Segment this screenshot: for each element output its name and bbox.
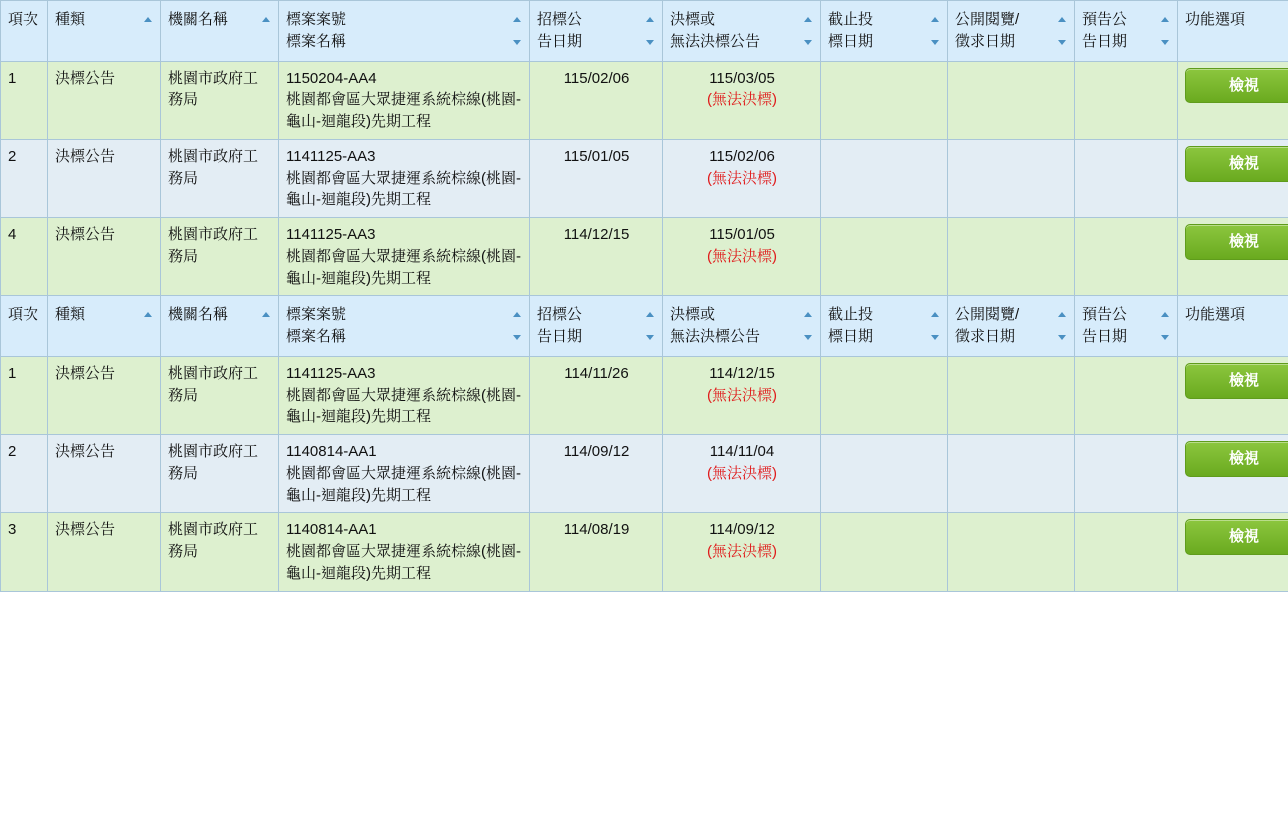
column-header-label: 無法決標公告	[670, 31, 814, 53]
column-header-award[interactable]	[663, 296, 821, 357]
cell-deadline	[821, 61, 948, 139]
award-date-value: 114/11/04	[709, 443, 775, 460]
cell-tender-date	[530, 435, 663, 513]
award-date-value: 114/12/15	[709, 364, 775, 382]
sort-down-icon[interactable]	[511, 331, 523, 343]
column-header-label: 標案案號	[286, 304, 523, 326]
case-name: 桃園都會區大眾捷運系統棕線(桃園-龜山-迴龍段)先期工程	[286, 386, 521, 426]
cell-case	[279, 435, 530, 513]
sort-up-icon[interactable]	[802, 14, 814, 26]
cell-case	[279, 513, 530, 591]
cell-public-review	[948, 61, 1075, 139]
sort-down-icon[interactable]	[929, 331, 941, 343]
column-header-case[interactable]	[279, 296, 530, 357]
tender-date-value: 115/02/06	[563, 69, 630, 87]
case-name: 桃園都會區大眾捷運系統棕線(桃園-龜山-迴龍段)先期工程	[286, 169, 521, 209]
tender-date-value: 114/08/19	[563, 521, 630, 539]
cell-public-review	[948, 513, 1075, 591]
sort-up-icon[interactable]	[644, 14, 656, 26]
column-header-label: 告日期	[537, 31, 656, 53]
cell-type: 決標公告	[48, 356, 161, 434]
case-name: 桃園都會區大眾捷運系統棕線(桃園-龜山-迴龍段)先期工程	[286, 543, 521, 582]
column-header-label: 無法決標公告	[670, 326, 814, 348]
cell-pre-announce	[1075, 139, 1178, 217]
case-number: 1141125-AA3	[286, 226, 376, 243]
case-number: 1140814-AA1	[286, 521, 377, 539]
case-name: 桃園都會區大眾捷運系統棕線(桃園-龜山-迴龍段)先期工程	[286, 91, 521, 130]
column-header-agency[interactable]	[161, 296, 279, 357]
cell-public-review	[948, 139, 1075, 217]
cell-agency: 桃園市政府工務局	[161, 61, 279, 139]
column-header-label: 機關名稱	[168, 9, 272, 31]
cell-type: 決標公告	[48, 435, 161, 513]
cell-award	[663, 139, 821, 217]
cell-deadline	[821, 356, 948, 434]
sort-down-icon[interactable]	[511, 36, 523, 48]
column-header-pre-announce[interactable]	[1075, 296, 1178, 357]
column-header-label: 決標或	[670, 9, 814, 31]
table-row	[1, 61, 1288, 139]
award-status-note: (無法決標)	[707, 386, 777, 404]
sort-up-icon[interactable]	[1056, 309, 1068, 321]
sort-up-icon[interactable]	[142, 14, 154, 26]
sort-down-icon[interactable]	[1056, 331, 1068, 343]
cell-function	[1178, 218, 1288, 296]
cell-tender-date	[530, 218, 663, 296]
case-number: 1141125-AA3	[286, 364, 376, 382]
view-button[interactable]: 檢視	[1185, 363, 1288, 399]
view-button[interactable]: 檢視	[1185, 68, 1288, 104]
column-header-case[interactable]	[279, 1, 530, 62]
sort-down-icon[interactable]	[802, 36, 814, 48]
column-header-label: 徵求日期	[955, 31, 1068, 53]
cell-case	[279, 356, 530, 434]
column-header-agency[interactable]	[161, 1, 279, 62]
sort-down-icon[interactable]	[1159, 331, 1171, 343]
sort-down-icon[interactable]	[802, 331, 814, 343]
table-row	[1, 218, 1288, 296]
cell-type: 決標公告	[48, 513, 161, 591]
cell-public-review	[948, 435, 1075, 513]
sort-down-icon[interactable]	[644, 331, 656, 343]
table-row	[1, 513, 1288, 591]
column-header-label: 截止投	[828, 9, 941, 31]
cell-deadline	[821, 513, 948, 591]
cell-deadline	[821, 435, 948, 513]
column-header-label: 標案名稱	[286, 31, 523, 53]
case-name: 桃園都會區大眾捷運系統棕線(桃園-龜山-迴龍段)先期工程	[286, 464, 521, 504]
column-header-seq	[1, 1, 48, 62]
tender-date-value: 115/01/05	[563, 147, 630, 165]
view-button[interactable]: 檢視	[1185, 441, 1288, 477]
column-header-label: 告日期	[1082, 326, 1171, 348]
cell-pre-announce	[1075, 218, 1178, 296]
award-date-value: 115/01/05	[709, 226, 775, 243]
column-header-label: 預告公	[1082, 304, 1171, 326]
column-header-label: 公開閱覽/	[955, 304, 1068, 326]
cell-type: 決標公告	[48, 139, 161, 217]
award-date-value: 115/02/06	[709, 147, 775, 165]
column-header-type[interactable]	[48, 1, 161, 62]
column-header-tender-date[interactable]	[530, 1, 663, 62]
column-header-public-review[interactable]	[948, 1, 1075, 62]
tender-date-value: 114/12/15	[563, 226, 630, 243]
sort-up-icon[interactable]	[1159, 14, 1171, 26]
cell-pre-announce	[1075, 61, 1178, 139]
sort-up-icon[interactable]	[929, 309, 941, 321]
cell-function	[1178, 356, 1288, 434]
sort-up-icon[interactable]	[260, 14, 272, 26]
sort-up-icon[interactable]	[511, 309, 523, 321]
column-header-label: 標案名稱	[286, 326, 523, 348]
cell-agency: 桃園市政府工務局	[161, 218, 279, 296]
cell-case	[279, 218, 530, 296]
case-number: 1141125-AA3	[286, 147, 376, 165]
cell-seq: 1	[1, 61, 48, 139]
cell-function	[1178, 139, 1288, 217]
table-header-row	[1, 296, 1288, 357]
column-header-label: 功能選項	[1185, 306, 1246, 324]
cell-agency: 桃園市政府工務局	[161, 356, 279, 434]
cell-type: 決標公告	[48, 218, 161, 296]
sort-down-icon[interactable]	[929, 36, 941, 48]
column-header-label: 機關名稱	[168, 304, 272, 326]
table-row	[1, 356, 1288, 434]
sort-up-icon[interactable]	[1056, 14, 1068, 26]
cell-seq: 2	[1, 435, 48, 513]
cell-tender-date	[530, 356, 663, 434]
cell-function	[1178, 513, 1288, 591]
column-header-seq	[1, 296, 48, 357]
cell-agency: 桃園市政府工務局	[161, 513, 279, 591]
cell-deadline	[821, 218, 948, 296]
column-header-function	[1178, 296, 1288, 357]
sort-up-icon[interactable]	[802, 309, 814, 321]
table-header-row	[1, 1, 1288, 62]
column-header-label: 徵求日期	[955, 326, 1068, 348]
tender-date-value: 114/11/26	[564, 364, 629, 382]
column-header-label: 截止投	[828, 304, 941, 326]
cell-award	[663, 513, 821, 591]
column-header-award[interactable]	[663, 1, 821, 62]
cell-type: 決標公告	[48, 61, 161, 139]
cell-seq: 3	[1, 513, 48, 591]
cell-agency: 桃園市政府工務局	[161, 435, 279, 513]
cell-tender-date	[530, 513, 663, 591]
column-header-deadline[interactable]	[821, 1, 948, 62]
column-header-deadline[interactable]	[821, 296, 948, 357]
column-header-label: 標案案號	[286, 9, 523, 31]
sort-up-icon[interactable]	[1159, 309, 1171, 321]
cell-seq: 1	[1, 356, 48, 434]
view-button[interactable]: 檢視	[1185, 224, 1288, 260]
column-header-label: 公開閱覽/	[955, 9, 1068, 31]
award-status-note: (無法決標)	[707, 464, 777, 482]
column-header-label: 招標公	[537, 304, 656, 326]
cell-pre-announce	[1075, 435, 1178, 513]
sort-down-icon[interactable]	[1056, 36, 1068, 48]
column-header-label: 功能選項	[1185, 11, 1246, 28]
case-name: 桃園都會區大眾捷運系統棕線(桃園-龜山-迴龍段)先期工程	[286, 247, 521, 287]
cell-public-review	[948, 356, 1075, 434]
view-button[interactable]: 檢視	[1185, 146, 1288, 182]
column-header-label: 標日期	[828, 31, 941, 53]
column-header-label: 告日期	[1082, 31, 1171, 53]
table-row	[1, 139, 1288, 217]
column-header-pre-announce[interactable]	[1075, 1, 1178, 62]
cell-seq: 4	[1, 218, 48, 296]
cell-award	[663, 435, 821, 513]
cell-function	[1178, 435, 1288, 513]
column-header-label: 種類	[55, 9, 154, 31]
cell-case	[279, 61, 530, 139]
column-header-label: 招標公	[537, 9, 656, 31]
cell-deadline	[821, 139, 948, 217]
sort-up-icon[interactable]	[929, 14, 941, 26]
sort-up-icon[interactable]	[511, 14, 523, 26]
cell-agency: 桃園市政府工務局	[161, 139, 279, 217]
award-date-value: 115/03/05	[709, 69, 775, 87]
award-status-note: (無法決標)	[707, 91, 777, 109]
column-header-label: 預告公	[1082, 9, 1171, 31]
table-row	[1, 435, 1288, 513]
case-number: 1140814-AA1	[286, 443, 377, 460]
cell-award	[663, 356, 821, 434]
column-header-label: 項次	[8, 11, 39, 28]
column-header-label: 標日期	[828, 326, 941, 348]
award-status-note: (無法決標)	[707, 543, 777, 560]
cell-tender-date	[530, 139, 663, 217]
sort-down-icon[interactable]	[644, 36, 656, 48]
view-button[interactable]: 檢視	[1185, 519, 1288, 555]
cell-award	[663, 218, 821, 296]
column-header-type[interactable]	[48, 296, 161, 357]
tender-date-value: 114/09/12	[563, 443, 630, 460]
cell-tender-date	[530, 61, 663, 139]
sort-up-icon[interactable]	[142, 309, 154, 321]
cell-function	[1178, 61, 1288, 139]
sort-down-icon[interactable]	[1159, 36, 1171, 48]
cell-case	[279, 139, 530, 217]
award-date-value: 114/09/12	[709, 521, 775, 539]
column-header-label: 種類	[55, 304, 154, 326]
cell-pre-announce	[1075, 513, 1178, 591]
cell-award	[663, 61, 821, 139]
sort-up-icon[interactable]	[260, 309, 272, 321]
case-number: 1150204-AA4	[286, 69, 377, 87]
column-header-public-review[interactable]	[948, 296, 1075, 357]
column-header-tender-date[interactable]	[530, 296, 663, 357]
column-header-label: 告日期	[537, 326, 656, 348]
sort-up-icon[interactable]	[644, 309, 656, 321]
cell-public-review	[948, 218, 1075, 296]
award-status-note: (無法決標)	[707, 169, 777, 187]
cell-pre-announce	[1075, 356, 1178, 434]
cell-seq: 2	[1, 139, 48, 217]
award-status-note: (無法決標)	[707, 247, 777, 265]
column-header-label: 決標或	[670, 304, 814, 326]
column-header-function	[1178, 1, 1288, 62]
column-header-label: 項次	[8, 306, 39, 324]
